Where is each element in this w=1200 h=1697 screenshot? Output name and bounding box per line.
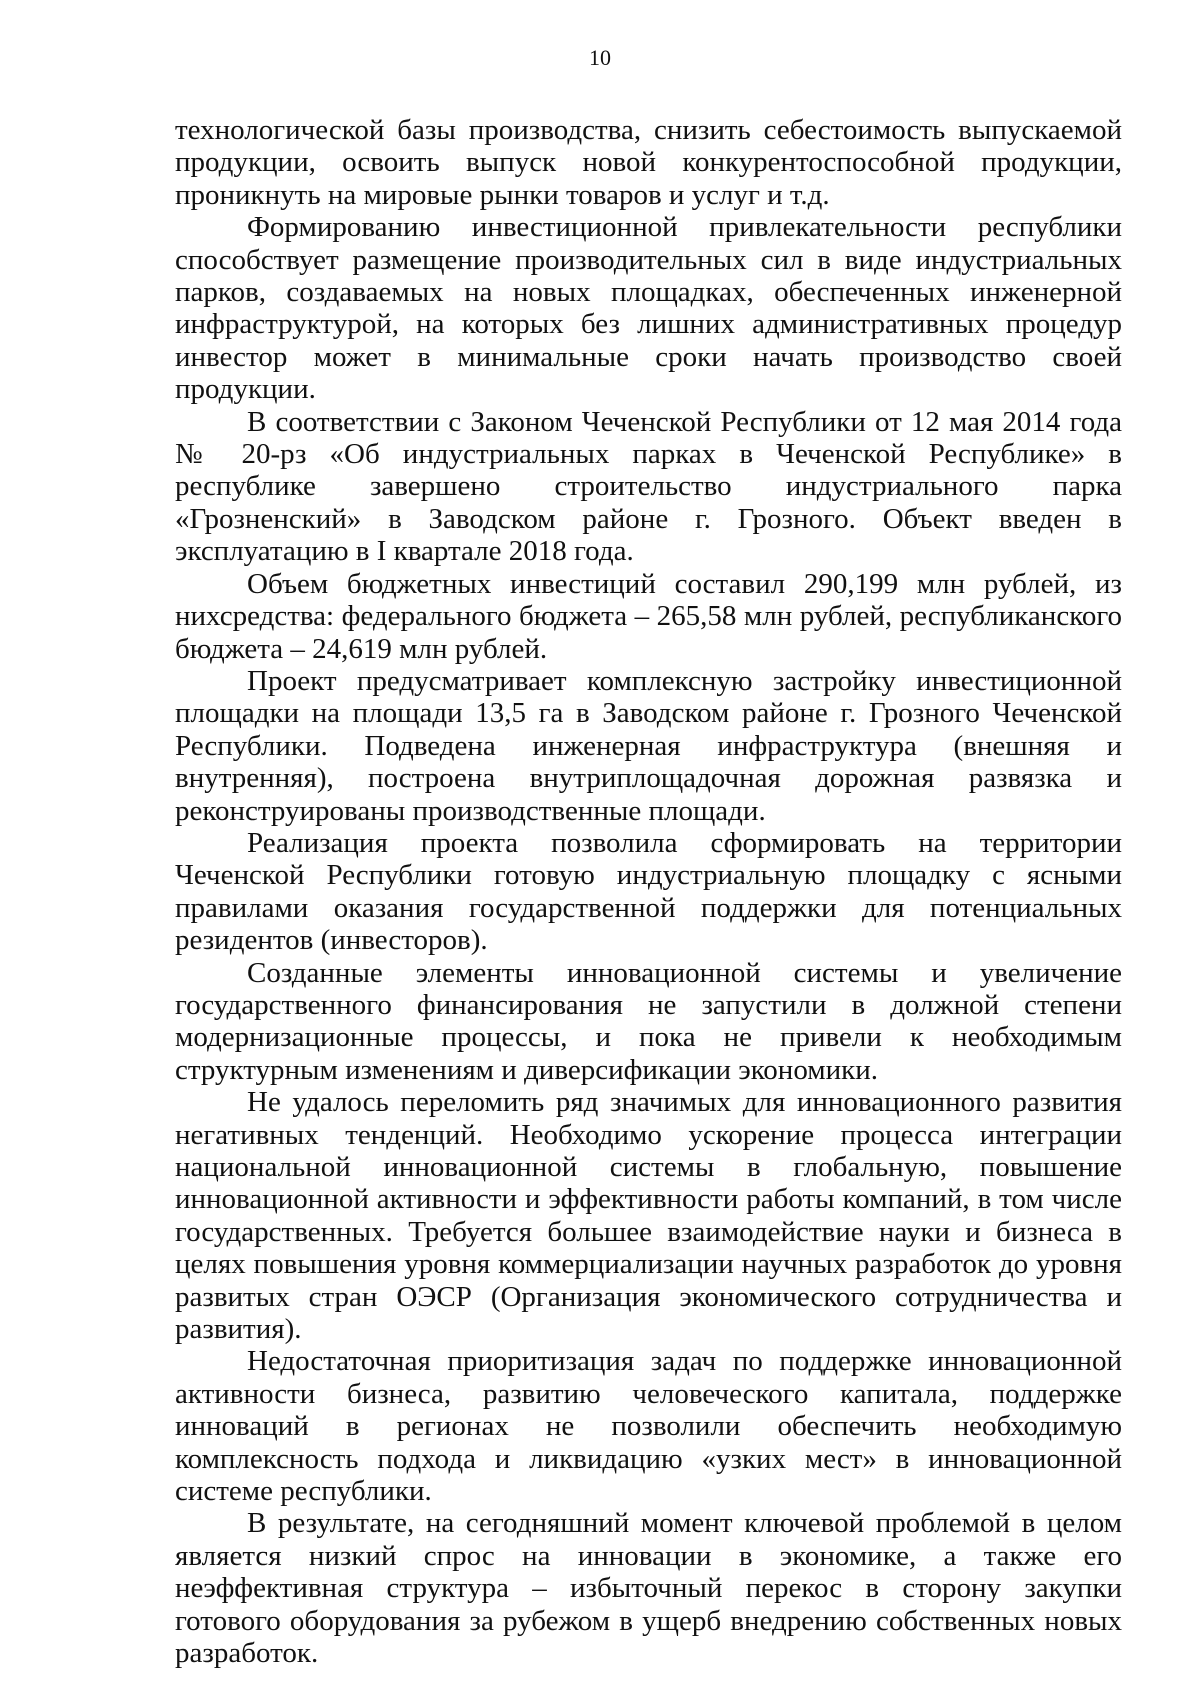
paragraph-continuation: технологической базы производства, снизить себестоимость выпускаемой продукции, освоить выпуск новой конкурентоспособной продукции, проникнуть на мировые рынки товаров и услуг и т.д. [175, 114, 1122, 211]
document-body [175, 114, 1122, 1670]
paragraph-negative-trends: Не удалось переломить ряд значимых для инновационного развития негативных тенденций. Необходимо ускорение процесса интеграции национальной инновационной системы в глобальную, повышение инновационной активности и эффективности работы компаний, в том числе государственных. Требуется большее взаимодействие науки и бизнеса в целях повышения уровня коммерциализации научных разработок до уровня развитых стран ОЭСР (Организация экономического сотрудничества и развития). [175, 1086, 1122, 1346]
paragraph-prioritization: Недостаточная приоритизация задач по поддержке инновационной активности бизнеса, развитию человеческого капитала, поддержке инноваций в регионах не позволили обеспечить необходимую комплексность подхода и ликвидацию «узких мест» в инновационной системе республики. [175, 1345, 1122, 1508]
paragraph-innovation-system: Созданные элементы инновационной системы и увеличение государственного финансирования не запустили в должной степени модернизационные процессы, и пока не привели к необходимым структурным изменениям и диверсификации экономики. [175, 956, 1122, 1086]
paragraph-industrial-park-law: В соответствии с Законом Чеченской Республики от 12 мая 2014 года № 20-рз «Об индустриальных парках в Чеченской Республике» в республике завершено строительство индустриального парка «Грозненский» в Заводском районе г. Грозного. Объект введен в эксплуатацию в I квартале 2018 года. [175, 405, 1122, 568]
paragraph-budget-investments: Объем бюджетных инвестиций составил 290,199 млн рублей, из нихсредства: федерального бюджета – 265,58 млн рублей, республиканского бюджета – 24,619 млн рублей. [175, 567, 1122, 665]
page-number: 10 [589, 45, 611, 70]
paragraph-project-result: Реализация проекта позволила сформировать на территории Чеченской Республики готовую индустриальную площадку с ясными правилами оказания государственной поддержки для потенциальных резидентов (инвесторов). [175, 826, 1122, 957]
paragraph-conclusion: В результате, на сегодняшний момент ключевой проблемой в целом является низкий спрос на инновации в экономике, а также его неэффективная структура – избыточный перекос в сторону закупки готового оборудования за рубежом в ущерб внедрению собственных новых разработок. [175, 1507, 1122, 1670]
paragraph-investment-attractiveness: Формированию инвестиционной привлекательности республики способствует размещение производительных сил в виде индустриальных парков, создаваемых на новых площадках, обеспеченных инженерной инфраструктурой, на которых без лишних административных процедур инвестор может в минимальные сроки начать производство своей продукции. [175, 211, 1122, 406]
paragraph-project-description: Проект предусматривает комплексную застройку инвестиционной площадки на площади 13,5 га в Заводском районе г. Грозного Чеченской Республики. Подведена инженерная инфраструктура (внешняя и внутренняя), построена внутриплощадочная дорожная развязка и реконструированы производственные площади. [175, 664, 1122, 827]
